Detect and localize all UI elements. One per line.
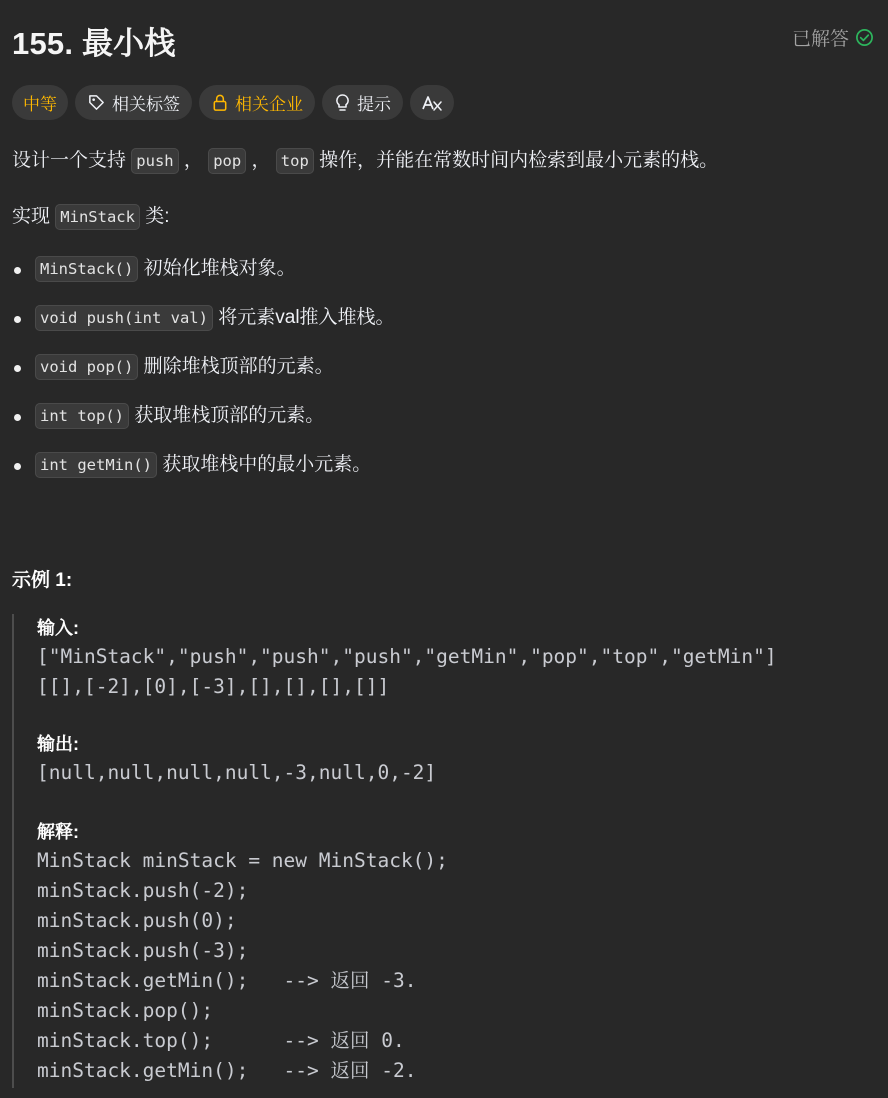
translate-button[interactable] xyxy=(410,85,454,120)
related-tags-button[interactable] xyxy=(75,85,192,120)
example-heading: 示例 1: xyxy=(12,570,73,591)
solved-status xyxy=(792,24,874,51)
method-description: 删除堆栈顶部的元素。 xyxy=(143,356,334,377)
description-text-2: 操作，并能在常数时间内检索到最小元素的栈。 xyxy=(319,150,719,171)
explanation-line: minStack.getMin(); --> 返回 -3. xyxy=(37,969,417,992)
lightbulb-icon xyxy=(334,93,351,113)
implementation-paragraph xyxy=(12,200,872,234)
input-line: [[],[-2],[0],[-3],[],[],[],[]] xyxy=(37,675,390,698)
example-block xyxy=(12,614,887,1088)
translate-icon xyxy=(421,93,443,113)
description-paragraph xyxy=(12,144,872,178)
method-code: MinStack() xyxy=(35,256,138,282)
input-line: ["MinStack","push","push","push","getMin","pop","top","getMin"] xyxy=(37,645,777,668)
list-item xyxy=(12,301,872,335)
check-circle-icon xyxy=(855,28,874,47)
tag-bar xyxy=(12,85,454,120)
related-companies-button[interactable] xyxy=(199,85,315,120)
problem-description xyxy=(12,144,872,497)
problem-header xyxy=(12,14,874,64)
explanation-line: minStack.top(); --> 返回 0. xyxy=(37,1029,405,1052)
lock-icon xyxy=(211,93,229,112)
solved-status-label: 已解答 xyxy=(791,29,849,50)
difficulty-label: 中等 xyxy=(23,95,57,114)
explanation-line: minStack.getMin(); --> 返回 -2. xyxy=(37,1059,417,1082)
hint-label: 提示 xyxy=(357,95,391,114)
explanation-line: minStack.pop(); xyxy=(37,999,214,1022)
list-item xyxy=(12,350,872,384)
explanation-label: 解释: xyxy=(37,822,79,842)
tag-icon xyxy=(87,93,106,112)
hint-button[interactable] xyxy=(322,85,403,120)
inline-code-top: top xyxy=(276,148,314,174)
separator-2: ， xyxy=(251,150,271,171)
output-label: 输出: xyxy=(37,734,79,754)
output-line: [null,null,null,null,-3,null,0,-2] xyxy=(37,761,437,784)
difficulty-tag[interactable] xyxy=(12,85,68,120)
input-label: 输入: xyxy=(37,618,79,638)
method-code: int getMin() xyxy=(35,452,157,478)
list-item xyxy=(12,252,872,286)
method-code: int top() xyxy=(35,403,129,429)
list-item xyxy=(12,448,872,482)
related-companies-label: 相关企业 xyxy=(235,95,303,114)
method-description: 获取堆栈顶部的元素。 xyxy=(134,405,325,426)
list-item xyxy=(12,399,872,433)
inline-code-pop: pop xyxy=(208,148,246,174)
explanation-line: minStack.push(-3); xyxy=(37,939,249,962)
method-description: 初始化堆栈对象。 xyxy=(143,258,296,279)
method-code: void push(int val) xyxy=(35,305,213,331)
method-list xyxy=(12,252,872,482)
problem-title: 155. 最小栈 xyxy=(12,26,176,61)
implementation-text-2: 类: xyxy=(145,206,170,227)
explanation-line: MinStack minStack = new MinStack(); xyxy=(37,849,448,872)
method-description: 获取堆栈中的最小元素。 xyxy=(162,454,372,475)
method-code: void pop() xyxy=(35,354,138,380)
inline-code-minstack: MinStack xyxy=(55,204,140,230)
separator-1: ， xyxy=(183,150,203,171)
inline-code-push: push xyxy=(131,148,178,174)
method-description: 将元素val推入堆栈。 xyxy=(218,307,395,328)
explanation-line: minStack.push(0); xyxy=(37,909,237,932)
related-tags-label: 相关标签 xyxy=(112,95,180,114)
implementation-text-1: 实现 xyxy=(12,206,51,227)
explanation-line: minStack.push(-2); xyxy=(37,879,249,902)
description-text-1: 设计一个支持 xyxy=(12,150,127,171)
